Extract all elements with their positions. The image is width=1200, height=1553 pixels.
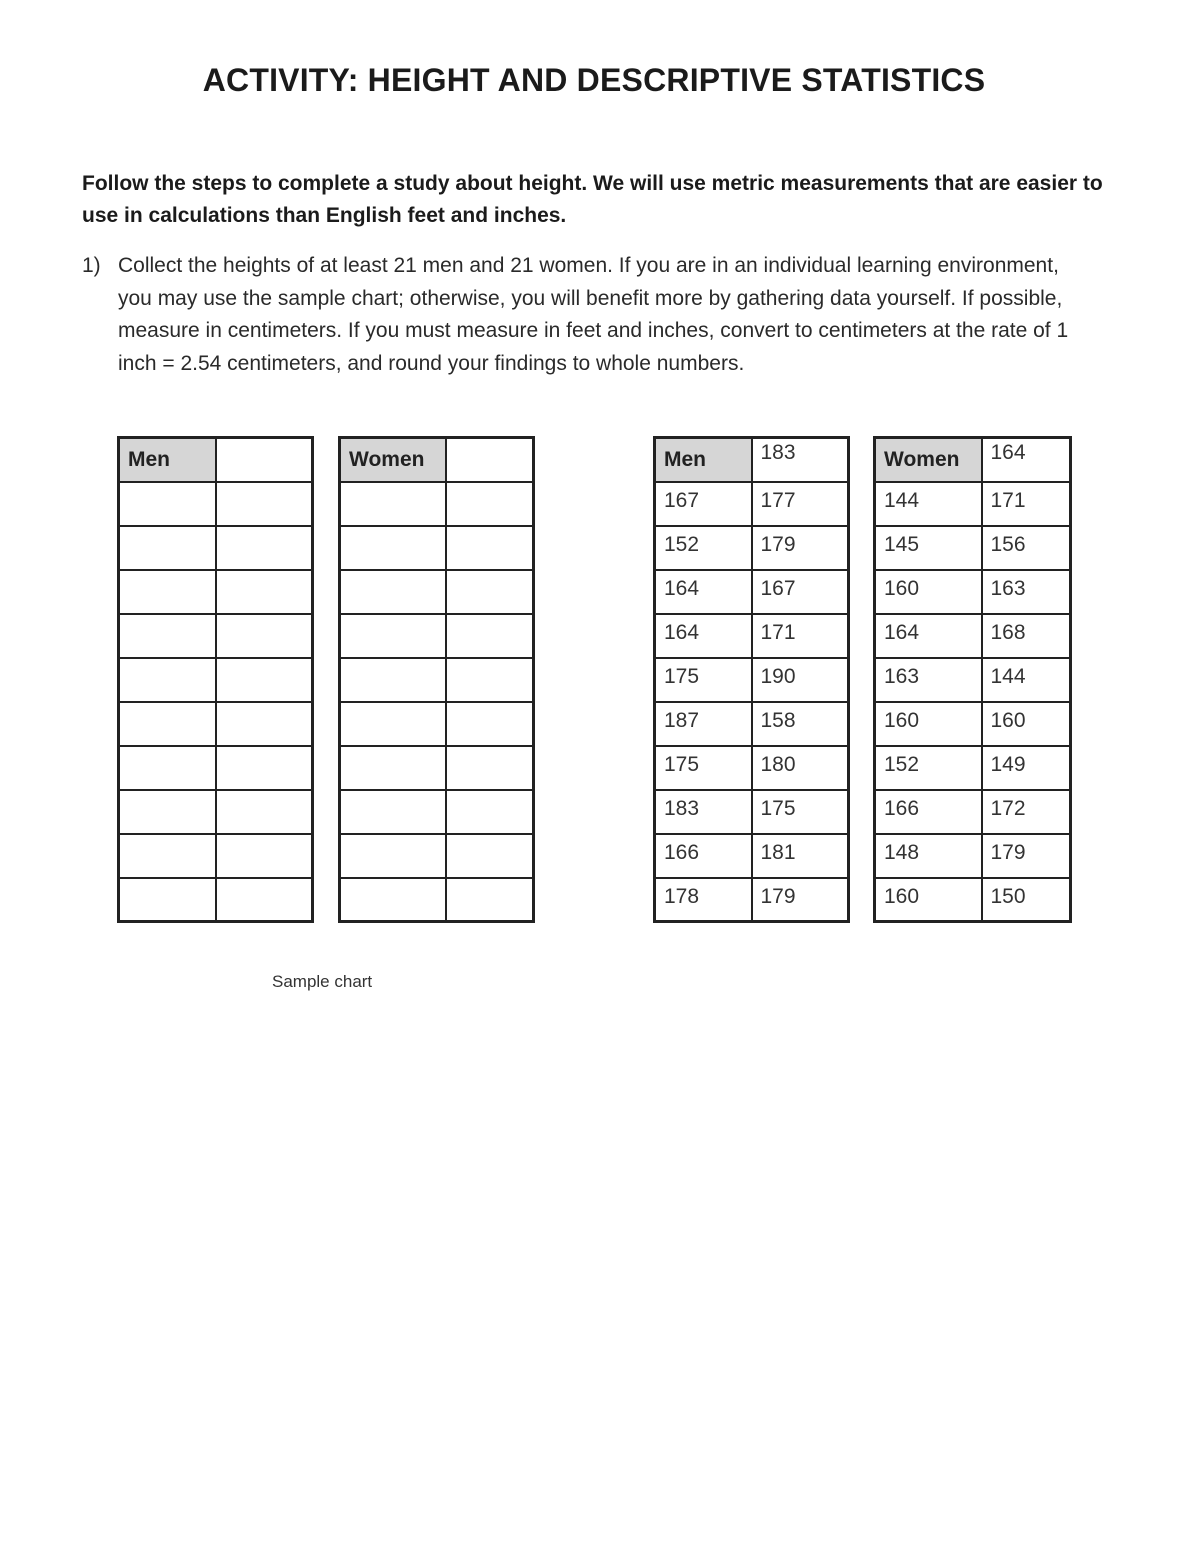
men-height-cell: 181 [752,834,849,878]
blank-cell[interactable] [340,614,446,658]
table-row [340,614,534,658]
women-height-cell: 179 [982,834,1071,878]
intro-paragraph: Follow the steps to complete a study about height. We will use metric measurements that are easier to use in calculations than English feet and inches. [82,172,1103,227]
men-height-cell: 177 [752,482,849,526]
men-height-cell: 167 [752,570,849,614]
men-height-cell: 175 [752,790,849,834]
step-text: Collect the heights of at least 21 men and 21 women. If you are in an individual learning environment, you may use the sample chart; otherwise, you will benefit more by gathering data yourself. If possible, measure in centimeters. If you must measure in feet and inches, convert to centimeters at the rate of 1 inch = 2.54 centimeters, and round your findings to whole numbers. [118,254,1069,375]
table-row [875,878,1071,922]
women-height-cell: 156 [982,526,1071,570]
table-row [340,790,534,834]
sample-women-header: Women [875,438,982,482]
blank-cell[interactable] [446,878,534,922]
blank-cell[interactable] [119,834,216,878]
blank-cell[interactable] [216,526,313,570]
women-height-cell: 163 [875,658,982,702]
table-row [655,658,849,702]
blank-cell[interactable] [119,746,216,790]
blank-cell[interactable] [446,658,534,702]
sample-men-table [653,436,850,923]
blank-cell[interactable] [340,658,446,702]
women-height-cell: 166 [875,790,982,834]
page-title: ACTIVITY: HEIGHT AND DESCRIPTIVE STATISTICS [202,62,986,98]
table-row [655,746,849,790]
men-height-cell: 190 [752,658,849,702]
table-row [875,790,1071,834]
blank-cell[interactable] [216,482,313,526]
blank-cell[interactable] [340,702,446,746]
table-row [655,878,849,922]
blank-cell[interactable] [119,878,216,922]
men-height-cell: 180 [752,746,849,790]
table-row [119,658,313,702]
table-row [875,482,1071,526]
blank-cell[interactable] [216,878,313,922]
women-height-cell: 160 [875,702,982,746]
blank-cell[interactable] [446,790,534,834]
blank-cell[interactable] [446,614,534,658]
men-height-cell: 183 [655,790,752,834]
table-row [340,702,534,746]
table-row [875,614,1071,658]
step-1 [82,250,1092,380]
sample-women-header-value: 164 [982,438,1071,482]
women-height-cell: 160 [875,878,982,922]
blank-cell[interactable] [119,658,216,702]
table-row [655,790,849,834]
table-header-row [119,438,313,482]
blank-cell[interactable] [216,570,313,614]
men-height-cell: 179 [752,526,849,570]
women-height-cell: 160 [982,702,1071,746]
table-row [119,570,313,614]
blank-cell[interactable] [216,746,313,790]
men-height-cell: 179 [752,878,849,922]
men-height-cell: 158 [752,702,849,746]
women-height-cell: 172 [982,790,1071,834]
sample-women-table [873,436,1072,923]
blank-cell[interactable] [119,482,216,526]
blank-cell[interactable] [340,570,446,614]
sample-men-header: Men [655,438,752,482]
women-header: Women [340,438,446,482]
table-row [340,482,534,526]
table-row [875,658,1071,702]
blank-cell[interactable] [119,570,216,614]
blank-cell[interactable] [446,526,534,570]
blank-cell[interactable] [216,834,313,878]
table-row [655,526,849,570]
table-row [340,878,534,922]
table-row [875,746,1071,790]
blank-cell[interactable] [446,834,534,878]
men-height-cell: 166 [655,834,752,878]
blank-cell[interactable] [340,482,446,526]
table-row [119,614,313,658]
table-row [655,482,849,526]
table-row [655,614,849,658]
table-row [119,702,313,746]
table-row [119,526,313,570]
blank-cell[interactable] [340,834,446,878]
men-height-cell: 171 [752,614,849,658]
table-row [119,746,313,790]
table-row [119,790,313,834]
table-row [340,570,534,614]
women-height-cell: 171 [982,482,1071,526]
women-height-cell: 160 [875,570,982,614]
blank-cell[interactable] [119,614,216,658]
women-height-cell: 148 [875,834,982,878]
table-row [119,878,313,922]
table-header-row [875,438,1071,482]
blank-cell[interactable] [340,746,446,790]
women-height-cell: 152 [875,746,982,790]
men-height-cell: 167 [655,482,752,526]
blank-cell[interactable] [446,746,534,790]
table-row [340,658,534,702]
table-header-row [340,438,534,482]
sample-chart-caption: Sample chart [272,972,373,991]
women-height-cell: 163 [982,570,1071,614]
women-height-cell: 164 [875,614,982,658]
blank-women-table [338,436,535,923]
blank-cell[interactable] [216,702,313,746]
table-header-row [655,438,849,482]
women-height-cell: 144 [875,482,982,526]
men-header: Men [119,438,216,482]
men-height-cell: 175 [655,658,752,702]
women-height-cell: 150 [982,878,1071,922]
men-height-cell: 164 [655,614,752,658]
men-height-cell: 187 [655,702,752,746]
blank-cell[interactable] [446,482,534,526]
table-row [340,526,534,570]
blank-cell[interactable] [340,526,446,570]
table-row [655,834,849,878]
women-height-cell: 144 [982,658,1071,702]
men-height-cell: 178 [655,878,752,922]
table-row [340,746,534,790]
women-height-cell: 145 [875,526,982,570]
table-row [655,702,849,746]
men-height-cell: 175 [655,746,752,790]
table-row [875,570,1071,614]
women-height-cell: 149 [982,746,1071,790]
blank-cell[interactable] [216,658,313,702]
blank-cell[interactable] [216,790,313,834]
table-row [875,702,1071,746]
blank-cell[interactable] [119,702,216,746]
table-row [340,834,534,878]
blank-cell[interactable] [216,438,313,482]
blank-cell[interactable] [340,790,446,834]
table-row [119,482,313,526]
table-row [119,834,313,878]
sample-men-header-value: 183 [752,438,849,482]
step-number: 1) [82,254,101,277]
men-height-cell: 164 [655,570,752,614]
blank-cell[interactable] [446,570,534,614]
men-height-cell: 152 [655,526,752,570]
table-row [875,834,1071,878]
blank-cell[interactable] [119,526,216,570]
blank-cell[interactable] [446,438,534,482]
blank-men-table [117,436,314,923]
women-height-cell: 168 [982,614,1071,658]
blank-cell[interactable] [340,878,446,922]
table-row [655,570,849,614]
blank-cell[interactable] [119,790,216,834]
table-row [875,526,1071,570]
blank-cell[interactable] [446,702,534,746]
blank-cell[interactable] [216,614,313,658]
